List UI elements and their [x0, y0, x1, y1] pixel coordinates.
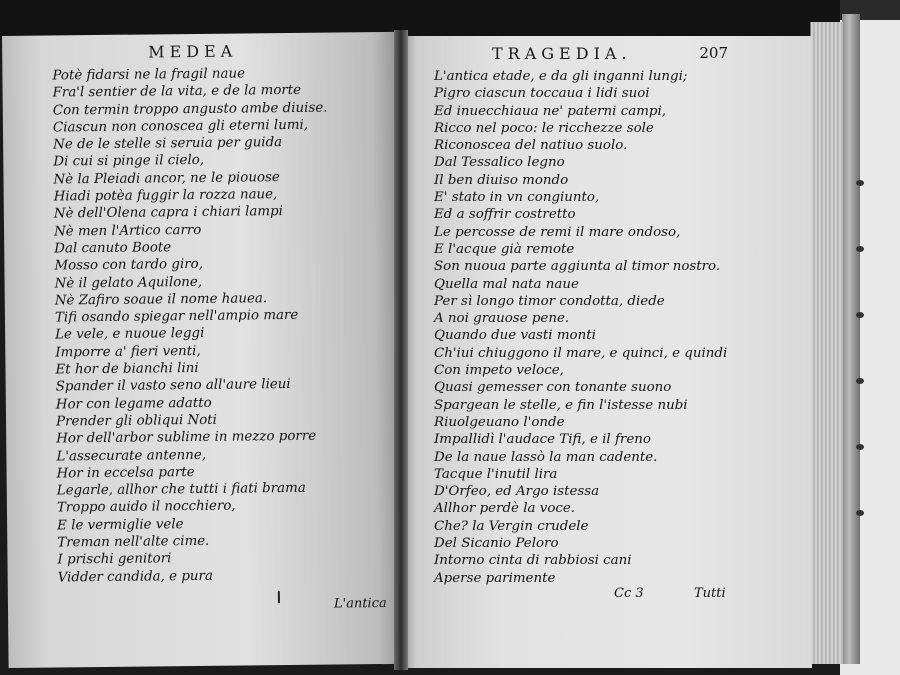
- page-edges: [810, 22, 843, 664]
- spine-band: [856, 180, 864, 186]
- verse-line: Per sì longo timor condotta, diede: [434, 293, 665, 309]
- verse-line: Tifi osando spiegar nell'ampio mare: [54, 308, 299, 326]
- verse-line: Nè men l'Artico carro: [53, 222, 202, 240]
- left-running-head: MEDEA: [148, 41, 238, 62]
- verse-line: Hor in eccelsa parte: [56, 464, 195, 482]
- verse-line: Son nuoua parte aggiunta al timor nostro.: [434, 259, 721, 275]
- verse-line: E l'acque già remote: [434, 241, 575, 257]
- verse-line: Hor con legame adatto: [55, 395, 212, 413]
- spine-band: [856, 378, 864, 384]
- verse-line: D'Orfeo, ed Argo istessa: [434, 484, 600, 500]
- verse-line: Vidder candida, e pura: [57, 568, 213, 586]
- verse-line: Pigro ciascun toccaua i lidi suoi: [434, 86, 650, 102]
- verse-line: I prischi genitori: [57, 551, 172, 568]
- verse-line: Legarle, allhor che tutti i fiati brama: [56, 480, 306, 499]
- verse-line: Nè Zafiro soaue il nome hauea.: [54, 291, 268, 309]
- verse-line: Treman nell'alte cime.: [57, 533, 210, 551]
- verse-line: Ed a soffrir costretto: [434, 207, 576, 223]
- spine-bands: [856, 180, 866, 576]
- verse-line: Imporre a' fieri venti,: [55, 343, 201, 361]
- verse-line: L'assecurate antenne,: [56, 447, 207, 464]
- verse-line: Ed inuecchiaua ne' paterni campi,: [434, 103, 667, 119]
- verse-line: Del Sicanio Peloro: [434, 536, 559, 552]
- verse-line: Et hor de bianchi lini: [55, 361, 199, 378]
- verse-line: Troppo auido il nocchiero,: [56, 499, 236, 516]
- signature-mark: Cc 3: [614, 586, 644, 601]
- verse-line: Ricco nel poco: le ricchezze sole: [434, 120, 654, 136]
- verse-line: Quella mal nata naue: [434, 276, 579, 292]
- verse-line: Le vele, e nuoue leggi: [55, 326, 205, 343]
- verse-line: L'antica etade, e da gli inganni lungi;: [434, 69, 688, 84]
- verse-line: Nè il gelato Aquilone,: [54, 274, 203, 292]
- verse-line: Con termin troppo angusto ambe diuise.: [52, 100, 328, 119]
- verse-line: E le vermiglie vele: [57, 516, 184, 534]
- verse-line: Potè fidarsi ne la fragil naue: [52, 66, 246, 84]
- spine-band: [856, 246, 864, 252]
- verse-line: Che? la Vergin crudele: [434, 518, 589, 534]
- right-page: [400, 36, 812, 668]
- left-verse-block: [52, 65, 332, 587]
- verse-line: Prender gli obliqui Noti: [55, 412, 218, 430]
- verse-line: Nè dell'Olena capra i chiari lampi: [53, 204, 284, 222]
- verse-line: Impallidì l'audace Tifi, e il freno: [434, 432, 651, 448]
- verse-line: Ne de le stelle si seruia per guida: [53, 135, 283, 153]
- verse-line: Tacque l'inutil lira: [434, 466, 558, 482]
- verse-line: Hiadi potèa fuggir la rozza naue,: [53, 187, 278, 205]
- verse-line: Quando due vasti monti: [434, 328, 596, 344]
- ink-mark: [278, 591, 280, 603]
- left-page: [2, 32, 407, 668]
- verse-line: Fra'l sentier de la vita, e de la morte: [52, 83, 302, 101]
- verse-line: Con impeto veloce,: [434, 363, 564, 379]
- left-catchword: L'antica: [333, 596, 387, 612]
- verse-line: Ch'iui chiuggono il mare, e quinci, e quindi: [434, 345, 728, 361]
- verse-line: Le percosse de remi il mare ondoso,: [434, 224, 681, 240]
- verse-line: Spargean le stelle, e fin l'istesse nubi: [434, 397, 688, 413]
- verse-line: Riconoscea del natiuo suolo.: [434, 138, 628, 154]
- right-verse-block: [434, 68, 727, 587]
- verse-line: Dal Tessalico legno: [434, 155, 565, 171]
- verse-line: Il ben diuiso mondo: [434, 172, 569, 188]
- verse-line: Ciascun non conoscea gli eterni lumi,: [52, 117, 309, 136]
- spine-band: [856, 312, 864, 318]
- verse-line: De la naue lassò la man cadente.: [434, 449, 658, 465]
- page-number: 207: [699, 44, 728, 62]
- verse-line: Di cui si pinge il cielo,: [53, 153, 205, 170]
- right-catchword: Tutti: [694, 586, 726, 601]
- verse-line: Intorno cinta di rabbiosi cani: [434, 553, 632, 569]
- verse-line: Dal canuto Boote: [54, 240, 172, 257]
- verse-line: Spander il vasto seno all'aure lieui: [55, 377, 291, 395]
- spine-band: [856, 444, 864, 450]
- verse-line: E' stato in vn congiunto,: [434, 190, 600, 206]
- verse-line: Allhor perdè la voce.: [434, 501, 576, 517]
- verse-line: Hor dell'arbor sublime in mezzo porre: [56, 428, 317, 447]
- verse-line: Mosso con tardo giro,: [54, 257, 203, 274]
- verse-line: Riuolgeuano l'onde: [434, 414, 565, 430]
- verse-line: Quasi gemesser con tonante suono: [434, 380, 672, 396]
- verse-line: Nè la Pleiadi ancor, ne le piouose: [53, 169, 280, 188]
- right-running-head: TRAGEDIA.: [492, 44, 632, 63]
- spine-band: [856, 510, 864, 516]
- book-gutter: [394, 30, 408, 670]
- verse-line: Aperse parimente: [434, 570, 556, 586]
- verse-line: A noi grauose pene.: [434, 311, 570, 327]
